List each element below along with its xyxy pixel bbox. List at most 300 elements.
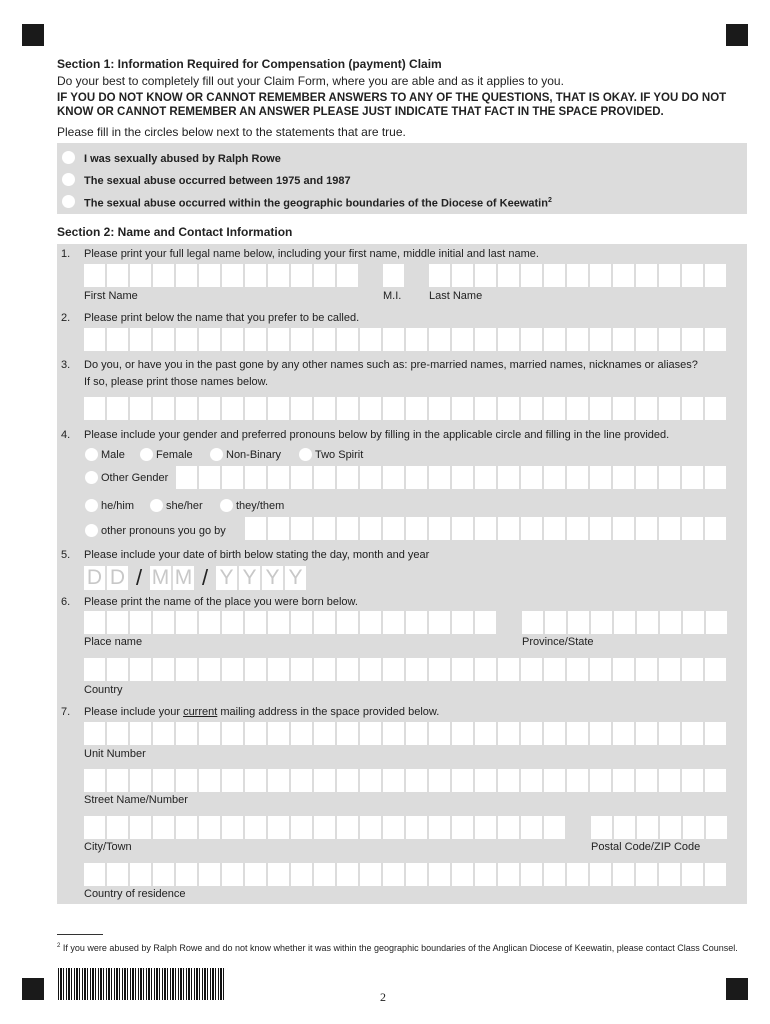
character-box[interactable] [268,769,289,792]
character-box[interactable] [107,264,128,287]
character-box[interactable] [383,328,404,351]
character-box[interactable] [245,328,266,351]
pronoun-hehim-radio[interactable] [85,499,98,512]
other-gender-boxes[interactable] [176,466,726,489]
character-box[interactable] [360,722,381,745]
character-box[interactable] [521,517,542,540]
character-box[interactable] [452,328,473,351]
character-box[interactable] [84,863,105,886]
character-box[interactable] [222,397,243,420]
character-box[interactable] [406,769,427,792]
character-box[interactable] [452,658,473,681]
character-box[interactable] [475,722,496,745]
character-box[interactable] [475,863,496,886]
character-box[interactable] [314,264,335,287]
character-box[interactable] [659,264,680,287]
character-box[interactable] [452,397,473,420]
character-box[interactable] [360,611,381,634]
character-box[interactable] [337,397,358,420]
character-box[interactable] [153,397,174,420]
character-box[interactable] [429,328,450,351]
character-box[interactable] [660,611,681,634]
character-box[interactable] [222,658,243,681]
character-box[interactable] [521,466,542,489]
character-box[interactable] [682,517,703,540]
character-box[interactable] [567,517,588,540]
character-box[interactable] [291,722,312,745]
character-box[interactable] [245,769,266,792]
character-box[interactable] [498,658,519,681]
character-box[interactable] [84,816,105,839]
character-box[interactable] [383,863,404,886]
character-box[interactable] [659,466,680,489]
character-box[interactable] [705,328,726,351]
character-box[interactable] [705,863,726,886]
character-box[interactable] [130,816,151,839]
character-box[interactable] [614,611,635,634]
character-box[interactable] [636,466,657,489]
character-box[interactable] [314,397,335,420]
character-box[interactable] [613,769,634,792]
character-box[interactable] [544,722,565,745]
gender-nonbinary-radio[interactable] [210,448,223,461]
character-box[interactable] [705,466,726,489]
character-box[interactable] [406,816,427,839]
character-box[interactable] [429,769,450,792]
character-box[interactable] [452,517,473,540]
character-box[interactable] [291,769,312,792]
gender-female-radio[interactable] [140,448,153,461]
date-of-birth-boxes[interactable] [84,565,306,591]
character-box[interactable] [245,264,266,287]
pronoun-theythem-radio[interactable] [220,499,233,512]
character-box[interactable] [291,517,312,540]
character-box[interactable] [682,397,703,420]
character-box[interactable] [153,863,174,886]
character-box[interactable] [314,466,335,489]
character-box[interactable] [337,816,358,839]
character-box[interactable] [383,466,404,489]
character-box[interactable] [614,816,635,839]
character-box[interactable] [84,328,105,351]
character-box[interactable] [705,769,726,792]
character-box[interactable] [199,769,220,792]
character-box[interactable] [291,397,312,420]
character-box[interactable] [406,517,427,540]
character-box[interactable] [268,517,289,540]
dob-year-2[interactable]: Y [239,566,260,590]
character-box[interactable] [383,517,404,540]
character-box[interactable] [291,658,312,681]
character-box[interactable] [613,658,634,681]
character-box[interactable] [475,816,496,839]
character-box[interactable] [660,816,681,839]
street-boxes[interactable] [84,769,726,792]
character-box[interactable] [153,722,174,745]
character-box[interactable] [245,722,266,745]
dob-year-3[interactable]: Y [262,566,283,590]
city-boxes[interactable] [84,816,565,839]
character-box[interactable] [637,611,658,634]
character-box[interactable] [337,328,358,351]
character-box[interactable] [291,328,312,351]
character-box[interactable] [636,397,657,420]
character-box[interactable] [406,397,427,420]
character-box[interactable] [199,466,220,489]
character-box[interactable] [314,328,335,351]
character-box[interactable] [544,466,565,489]
character-box[interactable] [84,722,105,745]
character-box[interactable] [544,397,565,420]
character-box[interactable] [682,769,703,792]
character-box[interactable] [268,466,289,489]
character-box[interactable] [498,264,519,287]
character-box[interactable] [199,328,220,351]
character-box[interactable] [590,769,611,792]
character-box[interactable] [591,816,612,839]
character-box[interactable] [636,264,657,287]
character-box[interactable] [613,863,634,886]
first-name-boxes[interactable] [84,264,358,287]
character-box[interactable] [360,397,381,420]
character-box[interactable] [107,816,128,839]
character-box[interactable] [545,611,566,634]
character-box[interactable] [705,658,726,681]
character-box[interactable] [567,466,588,489]
birth-place-boxes[interactable] [84,611,496,634]
character-box[interactable] [107,863,128,886]
character-box[interactable] [429,397,450,420]
character-box[interactable] [452,769,473,792]
character-box[interactable] [682,328,703,351]
character-box[interactable] [544,264,565,287]
character-box[interactable] [383,816,404,839]
character-box[interactable] [383,611,404,634]
character-box[interactable] [590,397,611,420]
character-box[interactable] [498,769,519,792]
character-box[interactable] [429,611,450,634]
character-box[interactable] [291,264,312,287]
character-box[interactable] [245,611,266,634]
character-box[interactable] [107,722,128,745]
character-box[interactable] [705,517,726,540]
character-box[interactable] [268,722,289,745]
character-box[interactable] [682,722,703,745]
character-box[interactable] [706,816,727,839]
character-box[interactable] [429,658,450,681]
character-box[interactable] [475,769,496,792]
character-box[interactable] [153,816,174,839]
character-box[interactable] [268,328,289,351]
character-box[interactable] [406,466,427,489]
character-box[interactable] [406,328,427,351]
character-box[interactable] [636,328,657,351]
character-box[interactable] [682,466,703,489]
character-box[interactable] [337,658,358,681]
character-box[interactable] [337,769,358,792]
character-box[interactable] [222,722,243,745]
character-box[interactable] [360,466,381,489]
character-box[interactable] [222,816,243,839]
character-box[interactable] [567,769,588,792]
character-box[interactable] [659,769,680,792]
character-box[interactable] [659,658,680,681]
character-box[interactable] [199,397,220,420]
character-box[interactable] [199,658,220,681]
character-box[interactable] [567,722,588,745]
character-box[interactable] [130,397,151,420]
gender-male-radio[interactable] [85,448,98,461]
character-box[interactable] [637,816,658,839]
character-box[interactable] [130,769,151,792]
dob-day-1[interactable]: D [84,566,105,590]
character-box[interactable] [475,517,496,540]
character-box[interactable] [153,769,174,792]
character-box[interactable] [176,611,197,634]
character-box[interactable] [682,863,703,886]
character-box[interactable] [360,816,381,839]
character-box[interactable] [475,658,496,681]
character-box[interactable] [176,722,197,745]
statement-3-radio[interactable] [62,195,75,208]
character-box[interactable] [429,466,450,489]
dob-year-1[interactable]: Y [216,566,237,590]
character-box[interactable] [452,863,473,886]
character-box[interactable] [291,816,312,839]
character-box[interactable] [521,264,542,287]
character-box[interactable] [84,611,105,634]
character-box[interactable] [659,328,680,351]
character-box[interactable] [291,863,312,886]
character-box[interactable] [682,658,703,681]
character-box[interactable] [590,466,611,489]
character-box[interactable] [314,769,335,792]
character-box[interactable] [429,863,450,886]
character-box[interactable] [383,769,404,792]
character-box[interactable] [84,769,105,792]
character-box[interactable] [245,816,266,839]
character-box[interactable] [590,863,611,886]
character-box[interactable] [544,658,565,681]
character-box[interactable] [475,328,496,351]
character-box[interactable] [521,863,542,886]
character-box[interactable] [406,722,427,745]
character-box[interactable] [613,397,634,420]
country-residence-boxes[interactable] [84,863,726,886]
character-box[interactable] [475,397,496,420]
character-box[interactable] [498,397,519,420]
character-box[interactable] [130,658,151,681]
preferred-name-boxes[interactable] [84,328,726,351]
character-box[interactable] [222,769,243,792]
character-box[interactable] [406,611,427,634]
character-box[interactable] [383,397,404,420]
character-box[interactable] [337,722,358,745]
dob-year-4[interactable]: Y [285,566,306,590]
character-box[interactable] [130,264,151,287]
character-box[interactable] [544,517,565,540]
character-box[interactable] [245,517,266,540]
character-box[interactable] [613,517,634,540]
character-box[interactable] [568,611,589,634]
character-box[interactable] [314,517,335,540]
character-box[interactable] [521,816,542,839]
character-box[interactable] [199,816,220,839]
character-box[interactable] [84,264,105,287]
birth-country-boxes[interactable] [84,658,726,681]
character-box[interactable] [705,397,726,420]
character-box[interactable] [452,264,473,287]
character-box[interactable] [245,397,266,420]
character-box[interactable] [683,816,704,839]
last-name-boxes[interactable] [429,264,726,287]
statement-1-radio[interactable] [62,151,75,164]
character-box[interactable] [705,722,726,745]
character-box[interactable] [613,722,634,745]
character-box[interactable] [153,658,174,681]
character-box[interactable] [268,611,289,634]
character-box[interactable] [107,611,128,634]
character-box[interactable] [521,722,542,745]
character-box[interactable] [544,863,565,886]
character-box[interactable] [222,863,243,886]
character-box[interactable] [590,722,611,745]
pronoun-sheher-radio[interactable] [150,499,163,512]
character-box[interactable] [567,863,588,886]
dob-month-2[interactable]: M [174,566,193,589]
character-box[interactable] [107,658,128,681]
gender-twospirit-radio[interactable] [299,448,312,461]
character-box[interactable] [337,517,358,540]
character-box[interactable] [130,611,151,634]
character-box[interactable] [613,466,634,489]
character-box[interactable] [360,328,381,351]
character-box[interactable] [360,769,381,792]
character-box[interactable] [613,264,634,287]
character-box[interactable] [659,517,680,540]
character-box[interactable] [636,658,657,681]
character-box[interactable] [153,611,174,634]
character-box[interactable] [199,611,220,634]
character-box[interactable] [268,264,289,287]
character-box[interactable] [314,658,335,681]
character-box[interactable] [475,264,496,287]
character-box[interactable] [591,611,612,634]
character-box[interactable] [544,816,565,839]
character-box[interactable] [567,658,588,681]
character-box[interactable] [337,264,358,287]
character-box[interactable] [498,328,519,351]
middle-initial-box[interactable] [383,264,404,287]
character-box[interactable] [498,722,519,745]
character-box[interactable] [245,466,266,489]
character-box[interactable] [452,611,473,634]
character-box[interactable] [636,863,657,886]
character-box[interactable] [590,264,611,287]
character-box[interactable] [176,816,197,839]
character-box[interactable] [84,658,105,681]
character-box[interactable] [360,863,381,886]
character-box[interactable] [636,722,657,745]
other-names-boxes[interactable] [84,397,726,420]
character-box[interactable] [521,769,542,792]
character-box[interactable] [245,658,266,681]
character-box[interactable] [107,769,128,792]
character-box[interactable] [176,466,197,489]
character-box[interactable] [337,466,358,489]
gender-other-radio[interactable] [85,471,98,484]
character-box[interactable] [659,722,680,745]
character-box[interactable] [176,863,197,886]
character-box[interactable] [199,722,220,745]
character-box[interactable] [705,264,726,287]
character-box[interactable] [337,611,358,634]
character-box[interactable] [544,769,565,792]
birth-province-boxes[interactable] [522,611,727,634]
character-box[interactable] [360,517,381,540]
character-box[interactable] [153,264,174,287]
dob-day-2[interactable]: D [107,566,128,590]
character-box[interactable] [429,722,450,745]
character-box[interactable] [659,863,680,886]
character-box[interactable] [590,328,611,351]
character-box[interactable] [245,863,266,886]
character-box[interactable] [475,611,496,634]
character-box[interactable] [498,466,519,489]
character-box[interactable] [567,264,588,287]
character-box[interactable] [130,722,151,745]
character-box[interactable] [222,611,243,634]
character-box[interactable] [429,264,450,287]
character-box[interactable] [522,611,543,634]
character-box[interactable] [268,397,289,420]
statement-2-radio[interactable] [62,173,75,186]
character-box[interactable] [222,328,243,351]
character-box[interactable] [567,397,588,420]
character-box[interactable] [521,658,542,681]
character-box[interactable] [406,863,427,886]
character-box[interactable] [706,611,727,634]
character-box[interactable] [199,863,220,886]
character-box[interactable] [153,328,174,351]
other-pronouns-boxes[interactable] [245,517,726,540]
character-box[interactable] [383,264,404,287]
character-box[interactable] [659,397,680,420]
character-box[interactable] [475,466,496,489]
character-box[interactable] [383,722,404,745]
character-box[interactable] [268,863,289,886]
character-box[interactable] [107,397,128,420]
character-box[interactable] [452,816,473,839]
character-box[interactable] [636,769,657,792]
character-box[interactable] [683,611,704,634]
character-box[interactable] [613,328,634,351]
character-box[interactable] [498,863,519,886]
character-box[interactable] [590,517,611,540]
character-box[interactable] [199,264,220,287]
character-box[interactable] [130,328,151,351]
character-box[interactable] [107,328,128,351]
character-box[interactable] [498,517,519,540]
character-box[interactable] [291,611,312,634]
character-box[interactable] [567,328,588,351]
character-box[interactable] [222,264,243,287]
character-box[interactable] [383,658,404,681]
pronoun-other-radio[interactable] [85,524,98,537]
character-box[interactable] [176,328,197,351]
character-box[interactable] [176,264,197,287]
character-box[interactable] [337,863,358,886]
